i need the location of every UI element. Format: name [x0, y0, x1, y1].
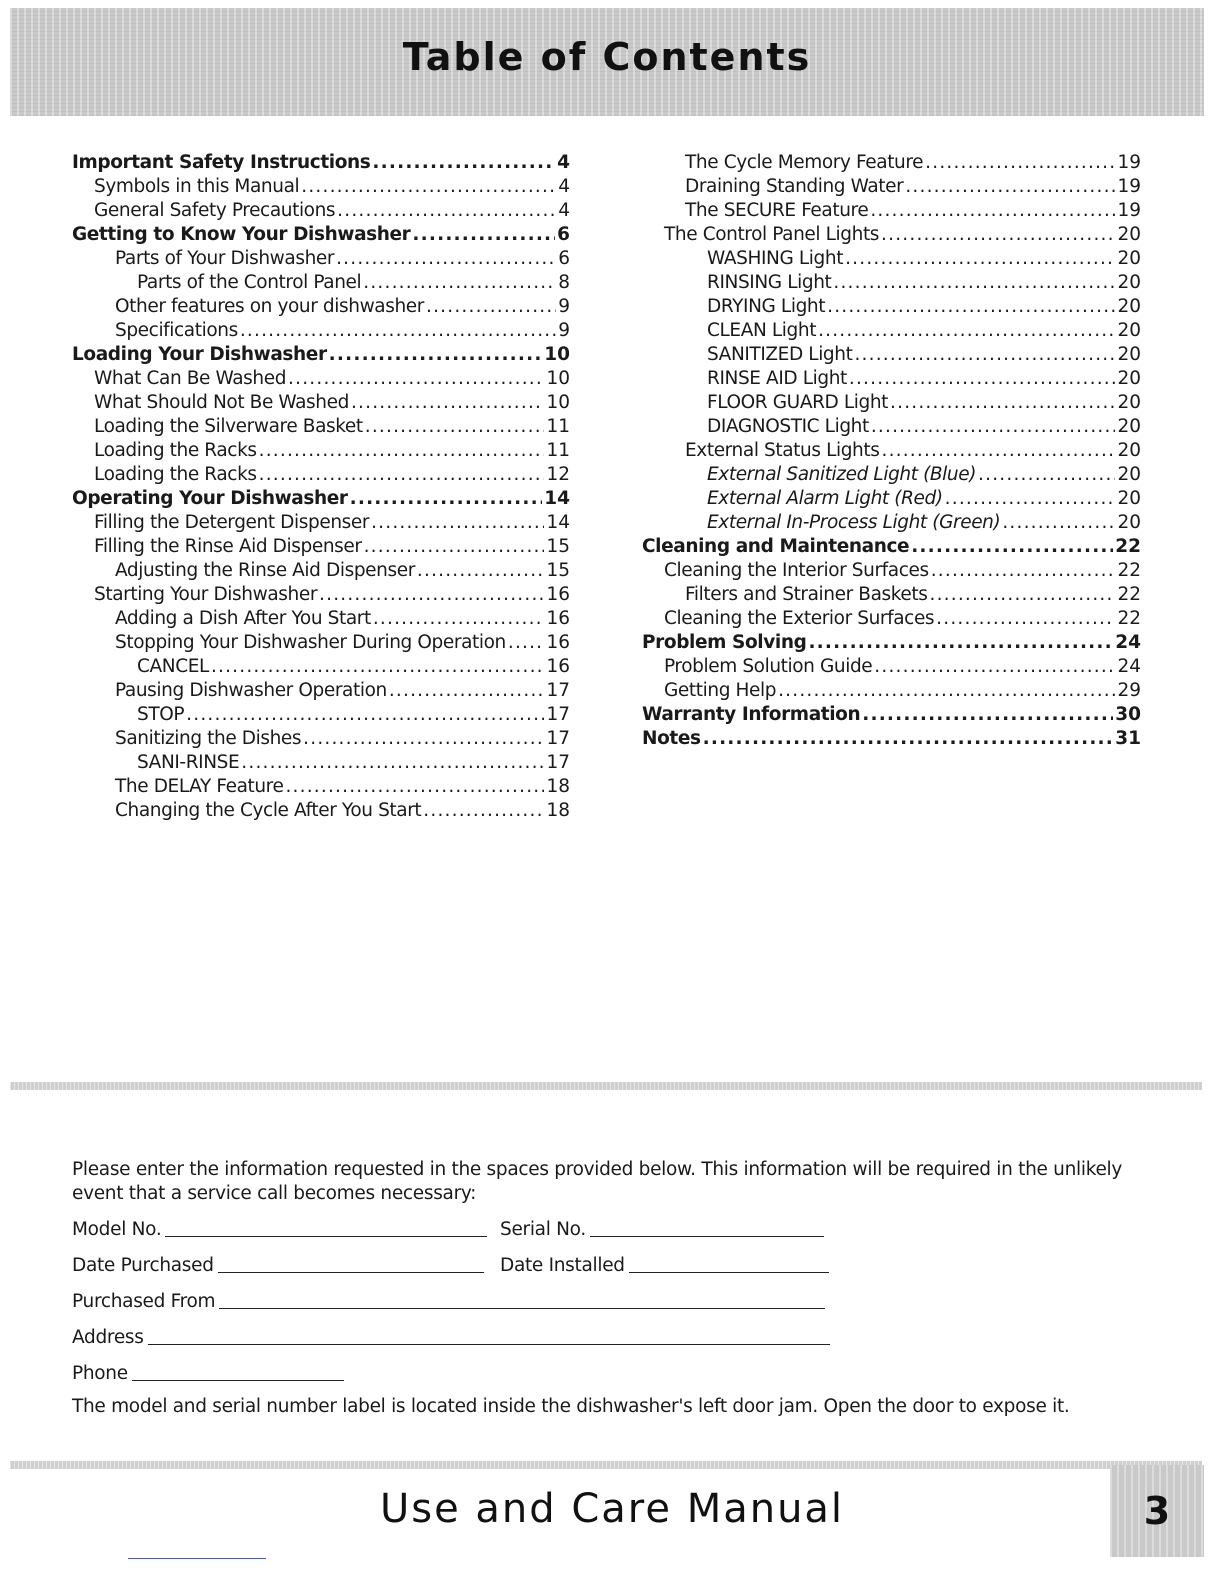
- toc-right-column: [642, 152, 1141, 752]
- toc-leader-dots: [389, 680, 545, 701]
- toc-entry-page: 22: [1117, 584, 1141, 605]
- toc-entry-title: The SECURE Feature: [685, 200, 869, 221]
- model-number-blank[interactable]: [165, 1216, 487, 1237]
- toc-entry[interactable]: [72, 464, 570, 488]
- toc-leader-dots: [881, 224, 1115, 245]
- toc-entry[interactable]: [642, 728, 1141, 752]
- toc-entry-page: 19: [1117, 152, 1141, 173]
- toc-entry[interactable]: [642, 536, 1141, 560]
- toc-entry[interactable]: [642, 464, 1141, 488]
- toc-entry[interactable]: [642, 656, 1141, 680]
- toc-leader-dots: [778, 680, 1115, 701]
- phone-label: Phone: [72, 1363, 128, 1384]
- toc-leader-dots: [508, 632, 545, 653]
- phone-field: [72, 1356, 344, 1384]
- footer-title: Use and Care Manual: [379, 1486, 845, 1532]
- toc-entry[interactable]: [642, 320, 1141, 344]
- toc-entry[interactable]: [72, 632, 570, 656]
- toc-entry-title: STOP: [137, 704, 185, 725]
- toc-entry-page: 22: [1117, 608, 1141, 629]
- toc-entry-title: DIAGNOSTIC Light: [707, 416, 869, 437]
- toc-entry-page: 20: [1117, 296, 1141, 317]
- toc-leader-dots: [211, 656, 545, 677]
- serial-number-label: Serial No.: [500, 1219, 586, 1240]
- toc-entry[interactable]: [72, 488, 570, 512]
- model-number-label: Model No.: [72, 1219, 162, 1240]
- toc-leader-dots: [945, 488, 1116, 509]
- toc-entry-page: 10: [546, 392, 570, 413]
- toc-leader-dots: [827, 296, 1115, 317]
- toc-entry-page: 16: [546, 632, 570, 653]
- toc-entry[interactable]: [72, 800, 570, 824]
- toc-entry-title: RINSING Light: [707, 272, 832, 293]
- toc-entry-title: External In-Process Light (Green): [707, 512, 1001, 533]
- toc-entry-title: Pausing Dishwasher Operation: [115, 680, 387, 701]
- page-number: 3: [1143, 1489, 1171, 1533]
- toc-leader-dots: [329, 344, 543, 365]
- toc-entry[interactable]: [72, 536, 570, 560]
- toc-entry-title: Specifications: [115, 320, 238, 341]
- toc-entry-title: Starting Your Dishwasher: [94, 584, 318, 605]
- toc-leader-dots: [905, 176, 1115, 197]
- toc-entry[interactable]: [642, 200, 1141, 224]
- toc-entry-page: 20: [1117, 224, 1141, 245]
- toc-leader-dots: [350, 488, 543, 509]
- label-location-note: The model and serial number label is located inside the dishwasher's left door jam. Open the door to expose it.: [72, 1396, 1070, 1417]
- toc-entry[interactable]: [72, 272, 570, 296]
- toc-entry-page: 17: [546, 680, 570, 701]
- toc-entry-title: FLOOR GUARD Light: [707, 392, 889, 413]
- toc-entry-title: Warranty Information: [642, 704, 861, 725]
- toc-entry-page: 20: [1117, 320, 1141, 341]
- toc-entry[interactable]: [642, 152, 1141, 176]
- toc-leader-dots: [241, 752, 544, 773]
- toc-entry-page: 18: [546, 776, 570, 797]
- toc-entry-page: 31: [1115, 728, 1141, 749]
- toc-entry[interactable]: [72, 512, 570, 536]
- toc-leader-dots: [925, 152, 1115, 173]
- toc-leader-dots: [336, 248, 556, 269]
- toc-leader-dots: [426, 296, 556, 317]
- toc-leader-dots: [337, 200, 556, 221]
- toc-leader-dots: [862, 704, 1113, 725]
- toc-entry[interactable]: [72, 440, 570, 464]
- toc-entry-title: Loading the Racks: [94, 464, 257, 485]
- toc-entry-page: 20: [1117, 464, 1141, 485]
- serial-number-blank[interactable]: [590, 1216, 824, 1237]
- toc-leader-dots: [363, 272, 556, 293]
- toc-entry[interactable]: [72, 176, 570, 200]
- toc-leader-dots: [874, 656, 1115, 677]
- toc-entry-page: 20: [1117, 512, 1141, 533]
- toc-entry[interactable]: [642, 368, 1141, 392]
- toc-leader-dots: [412, 224, 555, 245]
- toc-entry-page: 10: [546, 368, 570, 389]
- toc-entry-title: What Can Be Washed: [94, 368, 287, 389]
- toc-entry-page: 16: [546, 656, 570, 677]
- toc-entry-page: 20: [1117, 344, 1141, 365]
- toc-leader-dots: [365, 416, 545, 437]
- model-number-field: [72, 1212, 487, 1240]
- toc-entry-title: Filling the Detergent Dispenser: [94, 512, 370, 533]
- toc-entry[interactable]: [642, 704, 1141, 728]
- toc-entry-page: 24: [1117, 656, 1141, 677]
- toc-entry-title: External Alarm Light (Red): [707, 488, 943, 509]
- toc-entry-page: 17: [546, 728, 570, 749]
- toc-entry-title: What Should Not Be Washed: [94, 392, 349, 413]
- toc-entry-page: 6: [558, 248, 570, 269]
- toc-entry-page: 19: [1117, 176, 1141, 197]
- toc-leader-dots: [1002, 512, 1115, 533]
- toc-leader-dots: [936, 608, 1115, 629]
- toc-entry-page: 14: [544, 488, 570, 509]
- title-banner: [10, 8, 1204, 116]
- link-underline: [128, 1558, 266, 1559]
- toc-entry-title: Loading the Silverware Basket: [94, 416, 363, 437]
- date-installed-blank[interactable]: [629, 1252, 829, 1273]
- toc-entry[interactable]: [72, 248, 570, 272]
- toc-entry-page: 16: [546, 608, 570, 629]
- toc-entry[interactable]: [72, 200, 570, 224]
- info-intro-text: Please enter the information requested in the spaces provided below. This information will be required in the unlikely event that a service call becomes necessary:: [72, 1159, 1123, 1204]
- toc-entry-page: 11: [546, 440, 570, 461]
- toc-leader-dots: [703, 728, 1114, 749]
- toc-entry-page: 11: [546, 416, 570, 437]
- toc-entry-page: 20: [1117, 368, 1141, 389]
- toc-entry-page: 20: [1117, 488, 1141, 509]
- toc-entry-page: 20: [1117, 440, 1141, 461]
- toc-entry[interactable]: [72, 224, 570, 248]
- toc-entry-title: Adding a Dish After You Start: [115, 608, 371, 629]
- toc-leader-dots: [372, 152, 555, 173]
- toc-leader-dots: [854, 344, 1115, 365]
- toc-entry-title: Parts of the Control Panel: [137, 272, 362, 293]
- toc-entry[interactable]: [72, 296, 570, 320]
- toc-leader-dots: [890, 392, 1115, 413]
- toc-leader-dots: [818, 320, 1115, 341]
- toc-leader-dots: [911, 536, 1113, 557]
- toc-entry-title: Problem Solving: [642, 632, 807, 653]
- page-number-box: [1110, 1465, 1204, 1557]
- toc-entry[interactable]: [72, 704, 570, 728]
- toc-entry-title: SANI-RINSE: [137, 752, 240, 773]
- toc-entry-title: External Sanitized Light (Blue): [707, 464, 977, 485]
- toc-leader-dots: [285, 776, 544, 797]
- toc-leader-dots: [351, 392, 545, 413]
- toc-entry-title: Notes: [642, 728, 701, 749]
- toc-entry-page: 9: [558, 296, 570, 317]
- toc-entry-page: 9: [558, 320, 570, 341]
- address-label: Address: [72, 1327, 144, 1348]
- toc-entry-page: 17: [546, 704, 570, 725]
- toc-leader-dots: [881, 440, 1115, 461]
- toc-entry-page: 4: [558, 200, 570, 221]
- toc-entry-page: 20: [1117, 416, 1141, 437]
- toc-entry-title: Problem Solution Guide: [664, 656, 873, 677]
- toc-entry-title: Cleaning the Exterior Surfaces: [664, 608, 935, 629]
- toc-entry[interactable]: [72, 392, 570, 416]
- toc-leader-dots: [849, 368, 1116, 389]
- toc-entry-page: 6: [557, 224, 570, 245]
- toc-entry-title: External Status Lights: [685, 440, 880, 461]
- date-purchased-blank[interactable]: [218, 1252, 484, 1273]
- toc-entry-title: General Safety Precautions: [94, 200, 336, 221]
- toc-entry-page: 19: [1117, 200, 1141, 221]
- toc-entry-title: The Cycle Memory Feature: [685, 152, 924, 173]
- toc-entry[interactable]: [642, 392, 1141, 416]
- purchased-from-blank[interactable]: [219, 1288, 825, 1309]
- toc-entry-title: CLEAN Light: [707, 320, 817, 341]
- toc-entry-page: 20: [1117, 272, 1141, 293]
- toc-entry-title: The Control Panel Lights: [664, 224, 880, 245]
- toc-leader-dots: [931, 560, 1116, 581]
- toc-entry-page: 16: [546, 584, 570, 605]
- toc-leader-dots: [319, 584, 544, 605]
- toc-entry-title: Getting to Know Your Dishwasher: [72, 224, 411, 245]
- date-installed-field: [500, 1248, 829, 1276]
- toc-entry-title: WASHING Light: [707, 248, 844, 269]
- toc-leader-dots: [303, 728, 544, 749]
- toc-leader-dots: [930, 584, 1116, 605]
- toc-leader-dots: [845, 248, 1115, 269]
- toc-entry-title: CANCEL: [137, 656, 209, 677]
- toc-entry-title: Other features on your dishwasher: [115, 296, 424, 317]
- toc-entry[interactable]: [72, 320, 570, 344]
- toc-entry-title: Filters and Strainer Baskets: [685, 584, 928, 605]
- toc-entry-title: Symbols in this Manual: [94, 176, 300, 197]
- toc-entry[interactable]: [642, 344, 1141, 368]
- toc-entry[interactable]: [642, 632, 1141, 656]
- toc-entry[interactable]: [72, 560, 570, 584]
- toc-entry-title: Filling the Rinse Aid Dispenser: [94, 536, 362, 557]
- date-installed-label: Date Installed: [500, 1255, 625, 1276]
- toc-entry[interactable]: [642, 584, 1141, 608]
- toc-entry[interactable]: [642, 440, 1141, 464]
- toc-leader-dots: [259, 464, 545, 485]
- toc-entry-title: Sanitizing the Dishes: [115, 728, 302, 749]
- toc-entry[interactable]: [72, 416, 570, 440]
- toc-entry-page: 22: [1117, 560, 1141, 581]
- purchased-from-label: Purchased From: [72, 1291, 216, 1312]
- toc-leader-dots: [186, 704, 544, 725]
- toc-entry[interactable]: [642, 680, 1141, 704]
- toc-entry-page: 18: [546, 800, 570, 821]
- toc-entry-page: 8: [558, 272, 570, 293]
- toc-leader-dots: [833, 272, 1115, 293]
- toc-entry[interactable]: [642, 608, 1141, 632]
- toc-entry-title: SANITIZED Light: [707, 344, 853, 365]
- toc-leader-dots: [871, 416, 1116, 437]
- address-blank[interactable]: [148, 1324, 830, 1345]
- toc-entry[interactable]: [642, 272, 1141, 296]
- toc-entry[interactable]: [72, 752, 570, 776]
- toc-leader-dots: [423, 800, 544, 821]
- toc-entry[interactable]: [72, 584, 570, 608]
- toc-entry-title: Important Safety Instructions: [72, 152, 371, 173]
- toc-leader-dots: [978, 464, 1115, 485]
- toc-entry-page: 30: [1115, 704, 1141, 725]
- toc-entry[interactable]: [72, 152, 570, 176]
- toc-entry-title: DRYING Light: [707, 296, 826, 317]
- toc-leader-dots: [808, 632, 1113, 653]
- date-purchased-field: [72, 1248, 484, 1276]
- toc-leader-dots: [301, 176, 556, 197]
- toc-entry-title: The DELAY Feature: [115, 776, 284, 797]
- toc-leader-dots: [870, 200, 1115, 221]
- toc-entry-title: Getting Help: [664, 680, 777, 701]
- toc-entry-title: Loading the Racks: [94, 440, 257, 461]
- toc-entry-page: 10: [544, 344, 570, 365]
- toc-entry-page: 12: [546, 464, 570, 485]
- toc-entry-page: 22: [1115, 536, 1141, 557]
- page-title: Table of Contents: [402, 35, 812, 79]
- toc-entry[interactable]: [72, 776, 570, 800]
- toc-entry-page: 20: [1117, 392, 1141, 413]
- toc-entry[interactable]: [642, 248, 1141, 272]
- toc-entry[interactable]: [642, 224, 1141, 248]
- toc-entry[interactable]: [642, 488, 1141, 512]
- toc-entry[interactable]: [72, 680, 570, 704]
- toc-entry[interactable]: [642, 416, 1141, 440]
- toc-entry-title: Operating Your Dishwasher: [72, 488, 348, 509]
- toc-entry-title: Cleaning and Maintenance: [642, 536, 910, 557]
- toc-leader-dots: [259, 440, 545, 461]
- toc-entry-page: 14: [546, 512, 570, 533]
- toc-entry-page: 15: [546, 536, 570, 557]
- toc-entry[interactable]: [642, 560, 1141, 584]
- toc-entry-page: 15: [546, 560, 570, 581]
- toc-leader-dots: [371, 512, 544, 533]
- address-field: [72, 1320, 830, 1348]
- serial-number-field: [500, 1212, 824, 1240]
- toc-entry[interactable]: [642, 512, 1141, 536]
- toc-leader-dots: [373, 608, 545, 629]
- toc-entry[interactable]: [72, 728, 570, 752]
- toc-entry-page: 24: [1115, 632, 1141, 653]
- toc-leader-dots: [417, 560, 545, 581]
- toc-entry-page: 29: [1117, 680, 1141, 701]
- toc-entry-title: Cleaning the Interior Surfaces: [664, 560, 929, 581]
- toc-entry-title: Parts of Your Dishwasher: [115, 248, 335, 269]
- toc-entry[interactable]: [72, 656, 570, 680]
- toc-entry-title: Stopping Your Dishwasher During Operation: [115, 632, 506, 653]
- toc-entry[interactable]: [72, 344, 570, 368]
- toc-entry[interactable]: [72, 608, 570, 632]
- toc-entry-page: 4: [558, 176, 570, 197]
- toc-entry-page: 20: [1117, 248, 1141, 269]
- toc-entry[interactable]: [72, 368, 570, 392]
- toc-entry-page: 4: [557, 152, 570, 173]
- toc-entry[interactable]: [642, 296, 1141, 320]
- phone-blank[interactable]: [132, 1360, 344, 1381]
- toc-leader-dots: [240, 320, 556, 341]
- toc-entry-title: Changing the Cycle After You Start: [115, 800, 422, 821]
- toc-leader-dots: [288, 368, 544, 389]
- date-purchased-label: Date Purchased: [72, 1255, 214, 1276]
- purchased-from-field: [72, 1284, 825, 1312]
- footer-divider: [10, 1461, 1202, 1469]
- toc-left-column: [72, 152, 570, 824]
- toc-entry-title: Draining Standing Water: [685, 176, 904, 197]
- toc-entry-title: Adjusting the Rinse Aid Dispenser: [115, 560, 415, 581]
- toc-entry-title: RINSE AID Light: [707, 368, 847, 389]
- toc-entry-title: Loading Your Dishwasher: [72, 344, 327, 365]
- section-divider: [10, 1082, 1202, 1090]
- toc-entry-page: 17: [546, 752, 570, 773]
- toc-entry[interactable]: [642, 176, 1141, 200]
- toc-leader-dots: [364, 536, 545, 557]
